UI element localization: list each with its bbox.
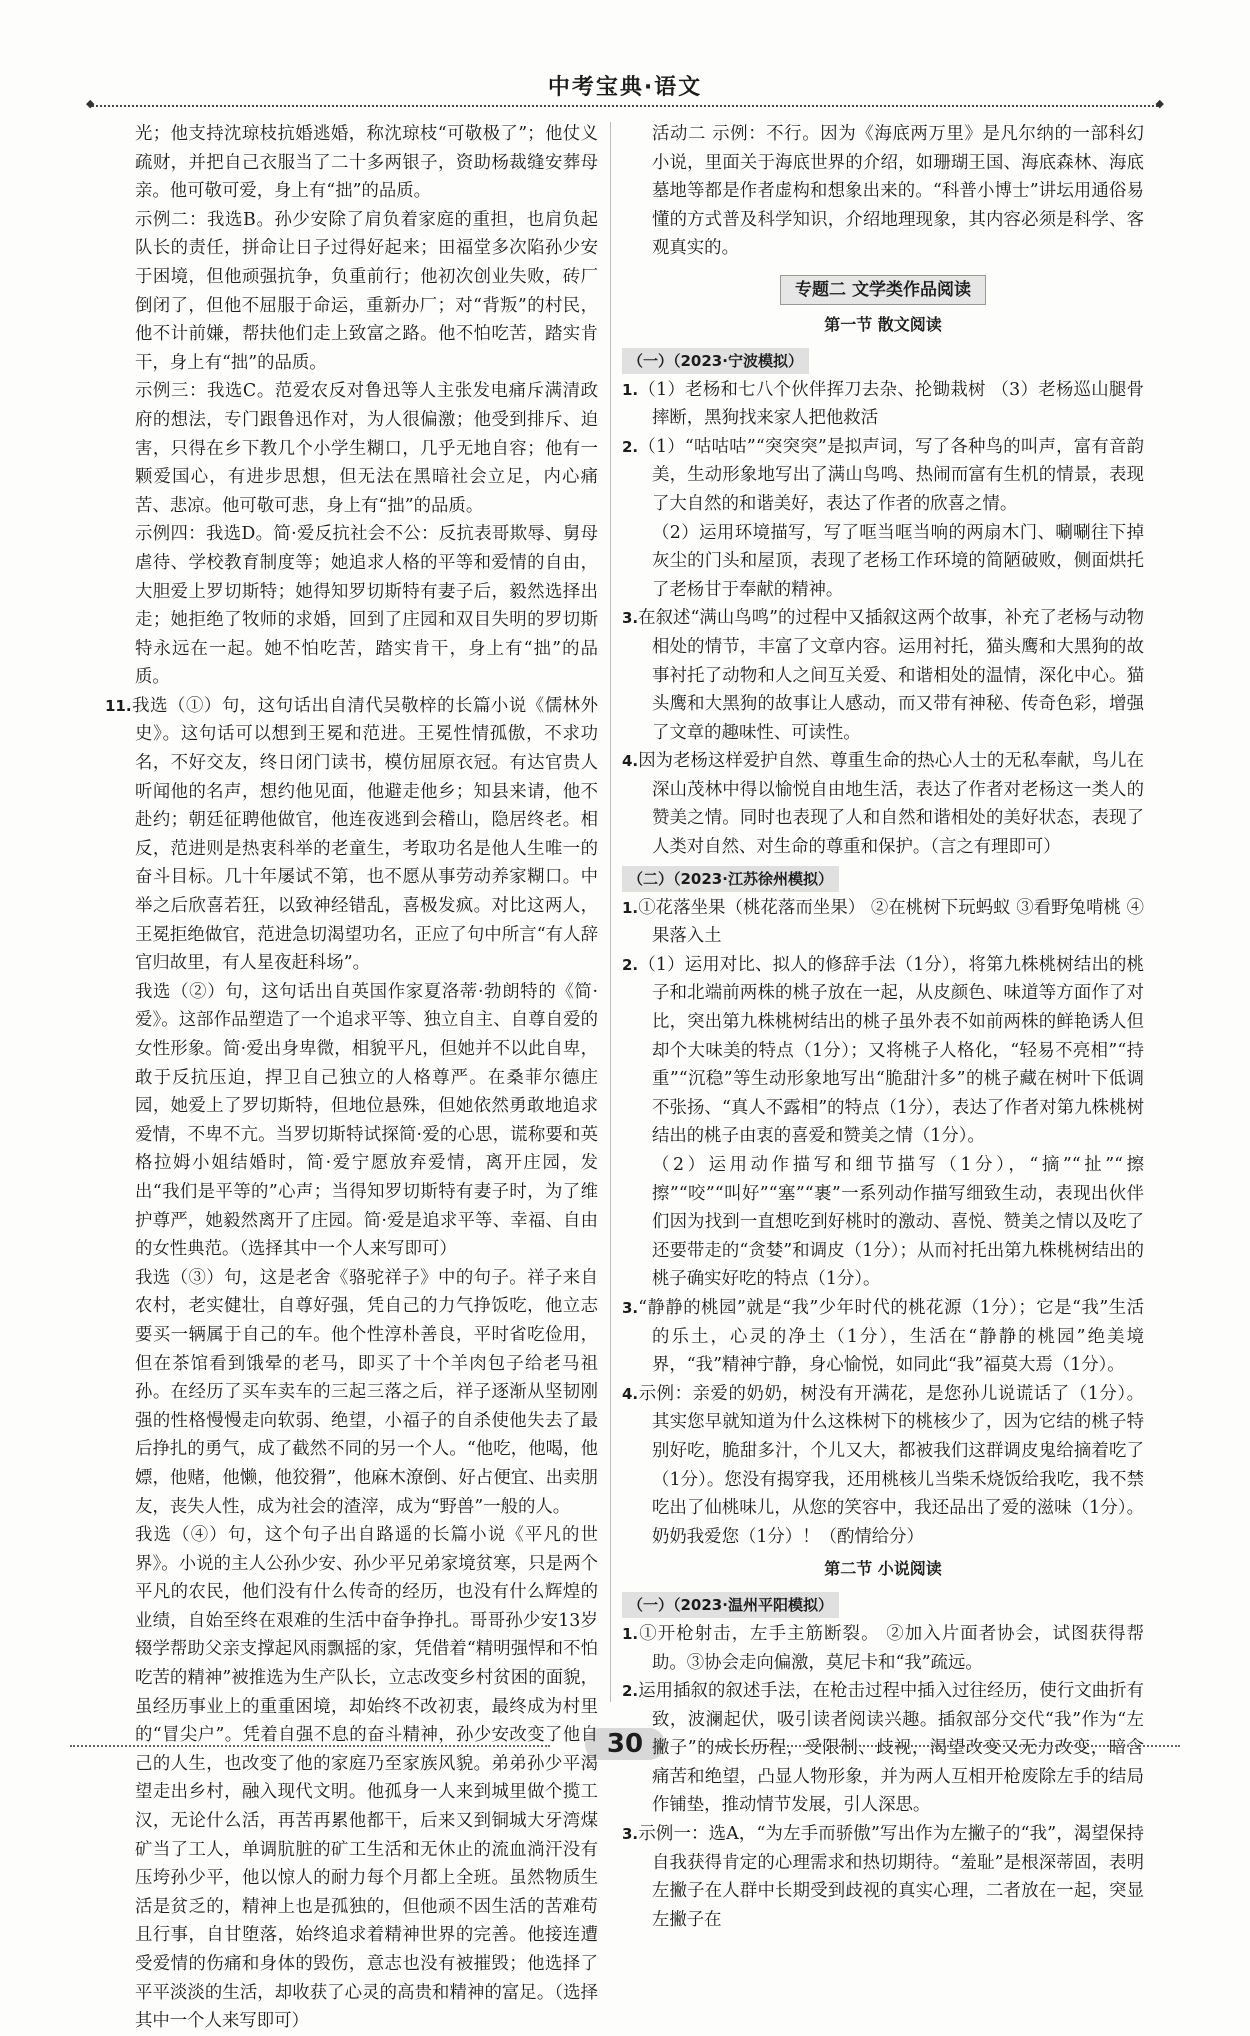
column-divider bbox=[610, 122, 611, 1702]
answer-item bbox=[622, 894, 1144, 951]
footer-divider bbox=[70, 1745, 550, 1747]
answer-number: 4. bbox=[622, 1384, 639, 1403]
answer-item bbox=[622, 1677, 1144, 1820]
answer-text: 示例一：选A，“为左手而骄傲”写出作为左撇子的“我”，渴望保持自我获得肯定的心理需求和热切期待。“羞耻”是根深蒂固，表明左撇子在人群中长期受到歧视的真实心理，二者放在一起，突显左撇子在 bbox=[638, 1824, 1144, 1930]
answer-item bbox=[622, 519, 1144, 605]
answer-item bbox=[622, 1820, 1144, 1934]
subsection-heading: （二）（2023·江苏徐州模拟） bbox=[622, 866, 839, 892]
answer-text: （2）运用动作描写和细节描写（1分），“摘”“扯”“擦擦”“咬”“叫好”“塞”“裹”一系列动作描写细致生动，表现出伙伴们因为找到一直想吃到好桃时的激动、喜悦、赞美之情以及吃了还要带走的“贪婪”和调皮（1分）；从而衬托出第九株桃树结出的桃子确实好吃的特点（1分）。 bbox=[652, 1155, 1144, 1290]
paragraph: 示例二：我选B。孙少安除了肩负着家庭的重担，也肩负起队长的责任，拼命让日子过得好起来；田福堂多次陷孙少安于困境，但他顽强抗争，负重前行；他初次创业失败，砖厂倒闭了，但他不屈服于命运，重新办厂；对“背叛”的村民，他不计前嫌，帮扶他们走上致富之路。他不怕吃苦，踏实肯干，身上有“拙”的品质。 bbox=[135, 209, 598, 373]
answer-text: （1）“咕咕咕”“突突突”是拟声词，写了各种鸟的叫声，富有音韵美，生动形象地写出了满山鸟鸣、热闹而富有生机的情景，表现了大自然的和谐美好，表达了作者的欣喜之情。 bbox=[638, 436, 1144, 514]
answer-text: 因为老杨这样爱护自然、尊重生命的热心人士的无私奉献，鸟儿在深山茂林中得以愉悦自由地生活，表达了作者对老杨这一类人的赞美之情。同时也表现了人和自然和谐相处的美好状态，表现了人类对自然、对生命的尊重和保护。（言之有理即可） bbox=[638, 751, 1144, 858]
page-number: 30 bbox=[575, 1724, 675, 1764]
subsection-heading: （一）（2023·温州平阳模拟） bbox=[622, 1592, 839, 1618]
answer-text: （1）老杨和七八个伙伴挥刀去杂、抡锄栽树 （3）老杨巡山腿骨摔断，黑狗找来家人把他救活 bbox=[638, 379, 1144, 429]
answer-item bbox=[622, 747, 1144, 861]
answer-item bbox=[622, 376, 1144, 433]
paragraph: 我选（②）句，这句话出自英国作家夏洛蒂·勃朗特的《简·爱》。这部作品塑造了一个追求平等、独立自主、自尊自爱的女性形象。简·爱出身卑微，相貌平凡，但她并不以此自卑，敢于反抗压迫，捍卫自己独立的人格尊严。在桑菲尔德庄园，她爱上了罗切斯特，但地位悬殊，但她依然勇敢地追求爱情，不卑不亢。当罗切斯特试探简·爱的心思，谎称要和英格拉姆小姐结婚时，简·爱宁愿放弃爱情，离开庄园，发出“我们是平等的”心声；当得知罗切斯特有妻子时，为了维护尊严，她毅然离开了庄园。简·爱是追求平等、幸福、自由的女性典范。（选择其中一个人来写即可） bbox=[135, 981, 598, 1260]
answer-text: 在叙述“满山鸟鸣”的过程中又插叙这两个故事，补充了老杨与动物相处的情节，丰富了文章内容。运用衬托，猫头鹰和大黑狗的故事衬托了动物和人之间互关爱、和谐相处的温情，深化中心。猫头鹰和大黑狗的故事让人感动，而又带有神秘、传奇色彩，增强了文章的趣味性、可读性。 bbox=[638, 608, 1144, 743]
topic-heading: 专题二 文学类作品阅读 bbox=[780, 275, 986, 305]
answer-number: 1. bbox=[622, 1624, 639, 1643]
subsection-heading: （一）（2023·宁波模拟） bbox=[622, 348, 809, 374]
answer-number: 2. bbox=[622, 437, 639, 456]
paragraph: 活动二 示例：不行。因为《海底两万里》是凡尔纳的一部科幻小说，里面关于海底世界的介绍，如珊瑚王国、海底森林、海底墓地等都是作者虚构和想象出来的。“科普小博士”讲坛用通俗易懂的方式普及科学知识，介绍地理现象，其内容必须是科学、客观真实的。 bbox=[652, 124, 1144, 259]
answer-number: 3. bbox=[622, 1298, 639, 1317]
answer-text: ①开枪射击，左手主筋断裂。 ②加入片面者协会，试图获得帮助。③协会走向偏激，莫尼卡和“我”疏远。 bbox=[638, 1623, 1144, 1673]
paragraph: 我选（③）句，这是老舍《骆驼祥子》中的句子。祥子来自农村，老实健壮，自尊好强，凭自己的力气挣饭吃，他立志要买一辆属于自己的车。他个性淳朴善良，平时省吃俭用，但在茶馆看到饿晕的老马，即买了十个羊肉包子给老马祖孙。在经历了买车卖车的三起三落之后，祥子逐渐从坚韧刚强的性格慢慢走向软弱、绝望，小福子的自杀使他失去了最后挣扎的勇气，成了截然不同的另一个人。“他吃，他喝，他嫖，他赌，他懒，他狡猾”，他麻木潦倒、好占便宜、出卖朋友，丧失人性，成为社会的渣滓，成为“野兽”一般的人。 bbox=[135, 1267, 598, 1517]
answer-number: 1. bbox=[622, 898, 639, 917]
answer-number: 11. bbox=[105, 696, 132, 715]
paragraph: 示例四：我选D。简·爱反抗社会不公：反抗表哥欺辱、舅母虐待、学校教育制度等；她追求人格的平等和爱情的自由，大胆爱上罗切斯特；她得知罗切斯特有妻子后，毅然选择出走；她拒绝了牧师的求婚，回到了庄园和双目失明的罗切斯特永远在一起。她不怕吃苦，踏实肯干，身上有“拙”的品质。 bbox=[135, 524, 598, 688]
answer-text: ①花落坐果（桃花落而坐果） ②在桃树下玩蚂蚁 ③看野兔啃桃 ④果落入土 bbox=[638, 897, 1144, 947]
paragraph: 光；他支持沈琼枝抗婚逃婚，称沈琼枝“可敬极了”；他仗义疏财，并把自己衣服当了二十多两银子，资助杨裁缝安葬母亲。他可敬可爱，身上有“拙”的品质。 bbox=[135, 124, 598, 202]
paragraph: 示例三：我选C。范爱农反对鲁迅等人主张发电痛斥满清政府的想法，专门跟鲁迅作对，为人很偏激；他受到排斥、迫害，只得在乡下教几个小学生糊口，几乎无地自容；他有一颗爱国心，有进步思想，但无法在黑暗社会立足，内心痛苦、悲凉。他可敬可悲，身上有“拙”的品质。 bbox=[135, 381, 598, 516]
left-column bbox=[105, 120, 598, 2032]
answer-number: 3. bbox=[622, 1825, 639, 1844]
answer-number: 3. bbox=[622, 609, 639, 628]
answer-item bbox=[622, 951, 1144, 1151]
section-heading: 第一节 散文阅读 bbox=[824, 314, 942, 334]
answer-number: 2. bbox=[622, 1682, 639, 1701]
answer-text: “静静的桃园”就是“我”少年时代的桃花源（1分）；它是“我”生活的乐土，心灵的净土（1分），生活在“静静的桃园”绝美境界，“我”精神宁静，身心愉悦，如同此“我”福莫大焉（1分）。 bbox=[638, 1297, 1144, 1376]
paragraph: 我选（④）句，这个句子出自路遥的长篇小说《平凡的世界》。小说的主人公孙少安、孙少平兄弟家境贫寒，只是两个平凡的农民，他们没有什么传奇的经历，也没有什么辉煌的业绩，自始至终在艰难的生活中奋争挣扎。哥哥孙少安13岁辍学帮助父亲支撑起风雨飘摇的家，凭借着“精明强悍和不怕吃苦的精神”被推选为生产队长，立志改变乡村贫困的面貌，虽经历事业上的重重困境，却始终不改初衷，最终成为村里的“冒尖户”。凭着自强不息的奋斗精神，孙少安改变了他自己的人生，也改变了他的家庭乃至家族风貌。弟弟孙少平渴望走出乡村，融入现代文明。他孤身一人来到城里做个揽工汉，无论什么活，再苦再累他都干，后来又到铜城大牙湾煤矿当了工人，单调肮脏的矿工生活和无休止的流血淌汗没有压垮孙少平，他以惊人的耐力每个月都上全班。虽然物质生活是贫乏的，精神上也是孤独的，但他顽不因生活的苦难苟且行事，自甘堕落，始终追求着精神世界的完善。他接连遭受爱情的伤痛和身体的毁伤，意志也没有被摧毁；他选择了平平淡淡的生活，却收获了心灵的高贵和精神的富足。（选择其中一个人来写即可） bbox=[135, 1525, 598, 2032]
answer-text: 我选（①）句，这句话出自清代吴敬梓的长篇小说《儒林外史》。这句话可以想到王冕和范进。王冕性情孤傲，不求功名，不好交友，终日闭门读书，模仿屈原衣冠。有达官贵人听闻他的名声，想约他见面，他避走他乡；知县来请，他不赴约；朝廷征聘他做官，他连夜逃到会稽山，隐居终老。相反，范进则是热衷科举的老童生，考取功名是他人生唯一的奋斗目标。几十年屡试不第，也不愿从事劳动养家糊口。中举之后欣喜若狂，以致神经错乱，喜极发疯。对比这两人，王冕拒绝做官，范进急切渴望功名，正应了句中所言“有人辞官归故里，有人星夜赶科场”。 bbox=[131, 695, 598, 974]
answer-item bbox=[622, 1294, 1144, 1380]
answer-item bbox=[622, 1151, 1144, 1294]
answer-text: 运用插叙的叙述手法，在枪击过程中插入过往经历，使行文曲折有致，波澜起伏，吸引读者阅读兴趣。插叙部分交代“我”作为“左撇子”的成长历程，受限制、歧视，渴望改变又无力改变，暗含痛苦和绝望，凸显人物形象，并为两人互相开枪废除左手的结局作铺垫，推动情节发展，引人深思。 bbox=[638, 1681, 1144, 1816]
answer-text: 示例：亲爱的奶奶，树没有开满花，是您孙儿说谎话了（1分）。其实您早就知道为什么这株树下的桃核少了，因为它结的桃子特别好吃，脆甜多汁，个儿又大，都被我们这群调皮鬼给摘着吃了（1分）。您没有揭穿我，还用桃核儿当柴禾烧饭给我吃，我不禁吃出了仙桃味儿，从您的笑容中，我还品出了爱的滋味（1分）。奶奶我爱您（1分）！（酌情给分） bbox=[638, 1383, 1144, 1547]
answer-item bbox=[622, 1380, 1144, 1552]
answer-item bbox=[105, 692, 598, 978]
footer-divider bbox=[700, 1745, 1180, 1747]
answer-text: （2）运用环境描写，写了哐当哐当响的两扇木门、唰唰往下掉灰尘的门头和屋顶，表现了老杨工作环境的简陋破败，侧面烘托了老杨甘于奉献的精神。 bbox=[652, 522, 1144, 600]
answer-item bbox=[622, 433, 1144, 519]
answer-number: 4. bbox=[622, 752, 639, 771]
answer-number: 2. bbox=[622, 955, 639, 974]
answer-number: 1. bbox=[622, 380, 639, 399]
section-heading: 第二节 小说阅读 bbox=[824, 1559, 942, 1579]
answer-item bbox=[622, 1620, 1144, 1677]
header-divider bbox=[92, 105, 1158, 107]
answer-item bbox=[622, 604, 1144, 747]
page-header-title: 中考宝典·语文 bbox=[547, 75, 703, 100]
answer-text: （1）运用对比、拟人的修辞手法（1分），将第九株桃树结出的桃子和北端前两株的桃子放在一起，从皮颜色、味道等方面作了对比，突出第九株桃树结出的桃子虽外表不如前两株的鲜艳诱人但却个大味美的特点（1分）；又将桃子人格化，“轻易不亮相”“持重”“沉稳”等生动形象地写出“脆甜汁多”的桃子藏在树叶下低调不张扬、“真人不露相”的特点（1分），表达了作者对第九株桃树结出的桃子由衷的喜爱和赞美之情（1分）。 bbox=[638, 954, 1144, 1147]
